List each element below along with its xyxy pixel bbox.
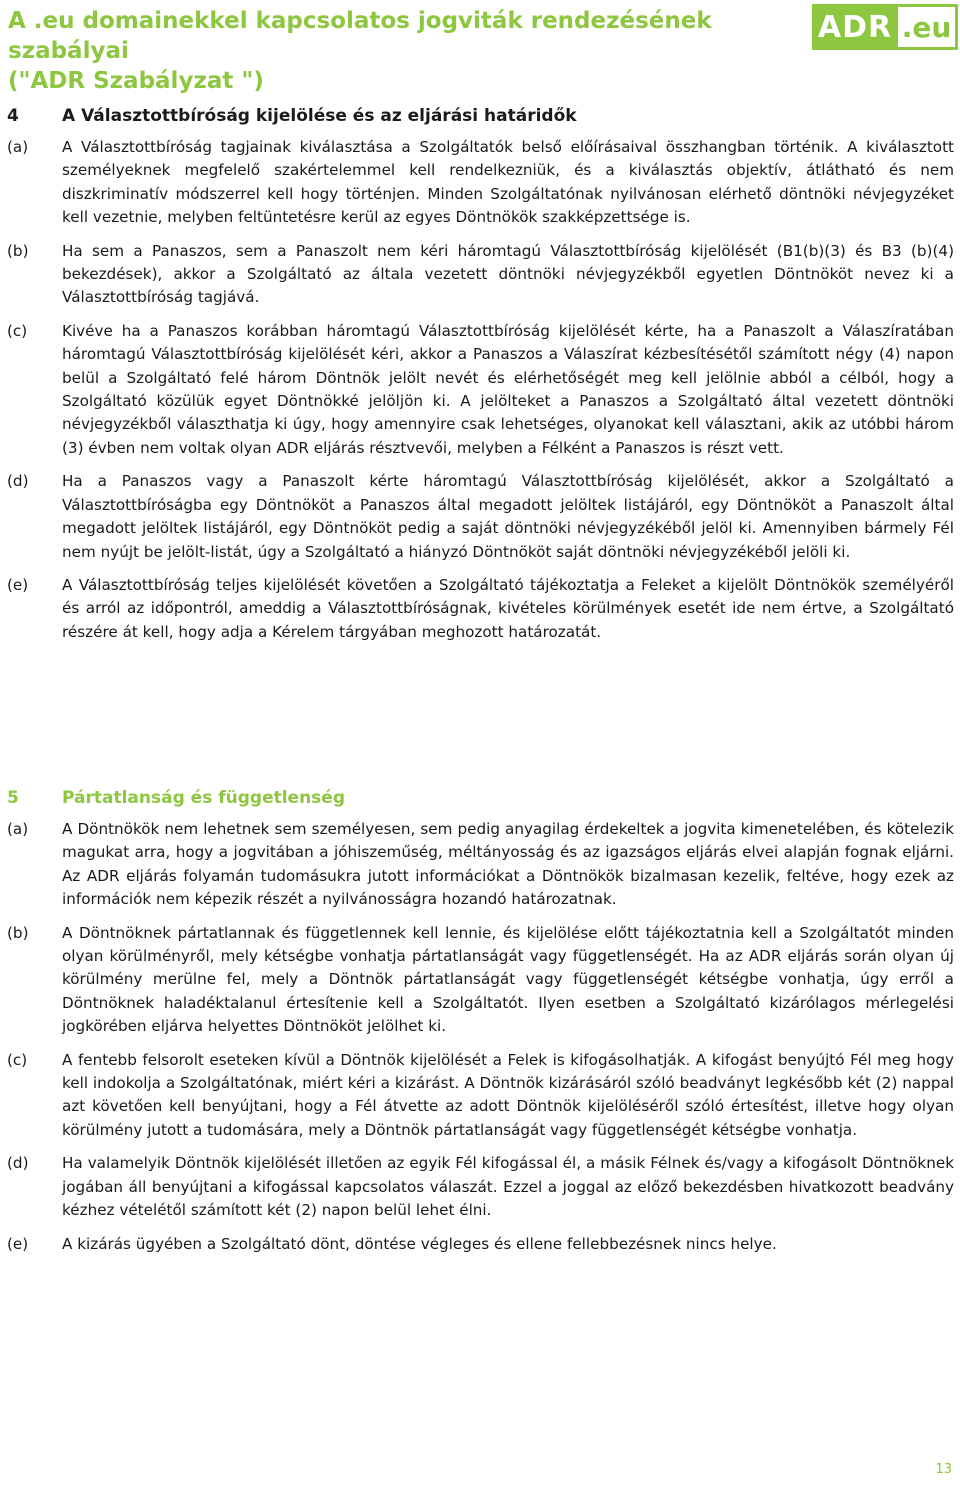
item-text: A Döntnökök nem lehetnek sem személyesen, sem pedig anyagilag érdekeltek a jogvita kimenetelében, és kötelezik magukat arra, hogy a jogvitában a jóhiszeműség, méltányosság és az igazságos eljárás elvei alapján fognak eljárni. Az ADR eljárás folyamán tudomásukra jutott információkat a Döntnökök bizalmasan kezelik, feltéve, hogy ezek az információk nem képezik részét a nyilvánosságra hozandó határozatnak. [62, 820, 954, 909]
list-item [0, 240, 960, 310]
item-label: (e) [7, 575, 29, 594]
section-number: 5 [7, 788, 19, 808]
list-item [0, 922, 960, 1039]
item-text: A kizárás ügyében a Szolgáltató dönt, döntése végleges és ellene fellebbezésnek nincs helye. [62, 1234, 777, 1253]
item-label: (e) [7, 1234, 29, 1253]
page-number: 13 [935, 1462, 952, 1477]
list-item [0, 574, 960, 644]
item-text: Ha valamelyik Döntnök kijelölését illetően az egyik Fél kifogással él, a másik Félnek és/vagy a kifogásolt Döntnöknek jogában áll benyújtani a kifogással kapcsolatos válaszát. Ezzel a joggal az előző bekezdésben hivatkozott beadvány kézhez vételétől számított két (2) napon belül lehet élni. [62, 1154, 954, 1220]
section-number: 4 [7, 106, 19, 126]
section-4 [0, 104, 960, 644]
section-5 [0, 786, 960, 1256]
title-line-1: A .eu domainekkel kapcsolatos jogviták rendezésének szabályai [8, 8, 712, 64]
item-text: A Döntnöknek pártatlannak és függetlennek kell lennie, és kijelölése előtt tájékoztatnia kell a Szolgáltatót minden olyan körülményről, mely kétségbe vonhatja pártatlanságát vagy függetlenségét. Ha az ADR eljárás során olyan új körülmény merülne fel, mely a Döntnök pártatlanságát vagy függetlenségét kétségbe vonhatja, úgy erről a Döntnöknek haladéktalanul értesítenie kell a Szolgáltatót. Ilyen esetben a Szolgáltató kizárólagos mérlegelési jogkörében eljárva helyettes Döntnököt jelölhet ki. [62, 923, 954, 1036]
section-heading [0, 786, 960, 810]
logo-eu-text: .eu [898, 4, 958, 50]
list-item [0, 1152, 960, 1222]
item-label: (c) [7, 1050, 28, 1069]
list-item [0, 470, 960, 564]
item-text: A fentebb felsorolt eseteken kívül a Döntnök kijelölését a Felek is kifogásolhatják. A kifogást benyújtó Fél meg hogy kell indokolja a Szolgáltatónak, miért kéri a kizárást. A Döntnök kizárásáról szóló beadványt legkésőbb két (2) nappal azt követően kell benyújtani, hogy a Fél átvette az adott Döntnök kijelöléséről szóló értesítést, illetve hogy olyan körülmény jutott a tudomására, mely a Döntnök pártatlanságát vagy függetlenségét kétségbe vonhatja. [62, 1050, 954, 1139]
item-label: (a) [7, 138, 29, 156]
item-text: A Választottbíróság tagjainak kiválasztása a Szolgáltatók belső előírásaival összhangban történik. A kiválasztott személyeknek megfelelő szakértelemmel kell rendelkezniük, és a kiválasztás objektív, átlátható és nem diszkriminatív módszerrel kell hogy történjen. Minden Szolgáltatónak nyilvánosan elérhető döntnöki névjegyzéket kell vezetnie, melyben feltüntetésre kerül az egyes Döntnökök szakképzettsége is. [62, 138, 954, 227]
list-item [0, 818, 960, 912]
item-text: A Választottbíróság teljes kijelölését követően a Szolgáltató tájékoztatja a Feleket a kijelölt Döntnökök személyéről és arról az időpontról, ameddig a Választottbíróságnak, kivételes körülmények esetét ide nem értve, a Szolgáltató részére át kell, hogy adja a Kérelem tárgyában meghozott határozatát. [62, 575, 954, 641]
list-item [0, 1049, 960, 1143]
adr-eu-logo [812, 4, 958, 50]
section-heading [0, 104, 960, 128]
item-label: (d) [7, 1154, 29, 1173]
item-label: (b) [7, 923, 29, 942]
list-item [0, 1233, 960, 1256]
item-text: Ha sem a Panaszos, sem a Panaszolt nem kéri háromtagú Választottbíróság kijelölését (B1(b)(3) és B3 (b)(4) bekezdések), akkor a Szolgáltató az általa vezetett döntnöki névjegyzékből egyetlen Döntnököt nevez ki a Választottbíróság tagjává. [62, 241, 954, 307]
item-label: (c) [7, 321, 28, 340]
document-title [8, 6, 798, 96]
logo-adr-text: ADR [812, 4, 898, 50]
section-title: Pártatlanság és függetlenség [62, 788, 345, 808]
item-text: Ha a Panaszos vagy a Panaszolt kérte háromtagú Választottbíróság kijelölését, akkor a Szolgáltató a Választottbíróságba egy Döntnököt a Panaszos által megadott jelöltek listájáról, egy Döntnököt a Panaszolt által megadott jelöltek listájáról, egy Döntnököt pedig a saját döntnöki névjegyzékéből jelöl ki. Amennyiben bármely Fél nem nyújt be jelölt-listát, úgy a Szolgáltató a hiányzó Döntnököt saját döntnöki névjegyzékéből jelöli ki. [62, 472, 954, 561]
item-label: (b) [7, 241, 29, 260]
item-label: (a) [7, 820, 29, 838]
title-line-2: ("ADR Szabályzat ") [8, 68, 264, 94]
list-item [0, 136, 960, 230]
item-label: (d) [7, 472, 29, 491]
item-text: Kivéve ha a Panaszos korábban háromtagú Választottbíróság kijelölését kérte, ha a Panaszolt a Válaszíratában háromtagú Választottbíróság kijelölését kéri, akkor a Panaszos a Válaszírat kézbesítésétől számított négy (4) napon belül a Szolgáltató felé három Döntnök jelölt nevét és elérhetőségét meg kell jelölnie abból a célból, hogy a Szolgáltató közülük egyet Döntnökké jelöljön ki. A jelölteket a Panaszos a Szolgáltató által vezetett döntnöki névjegyzékből választhatja ki úgy, hogy amennyire csak lehetséges, olyanokat kell választani, akik az utóbbi három (3) évben nem voltak olyan ADR eljárás résztvevői, melyben a Félként a Panaszos is részt vett. [62, 321, 954, 457]
list-item [0, 320, 960, 460]
section-title: A Választottbíróság kijelölése és az eljárási határidők [62, 106, 577, 126]
